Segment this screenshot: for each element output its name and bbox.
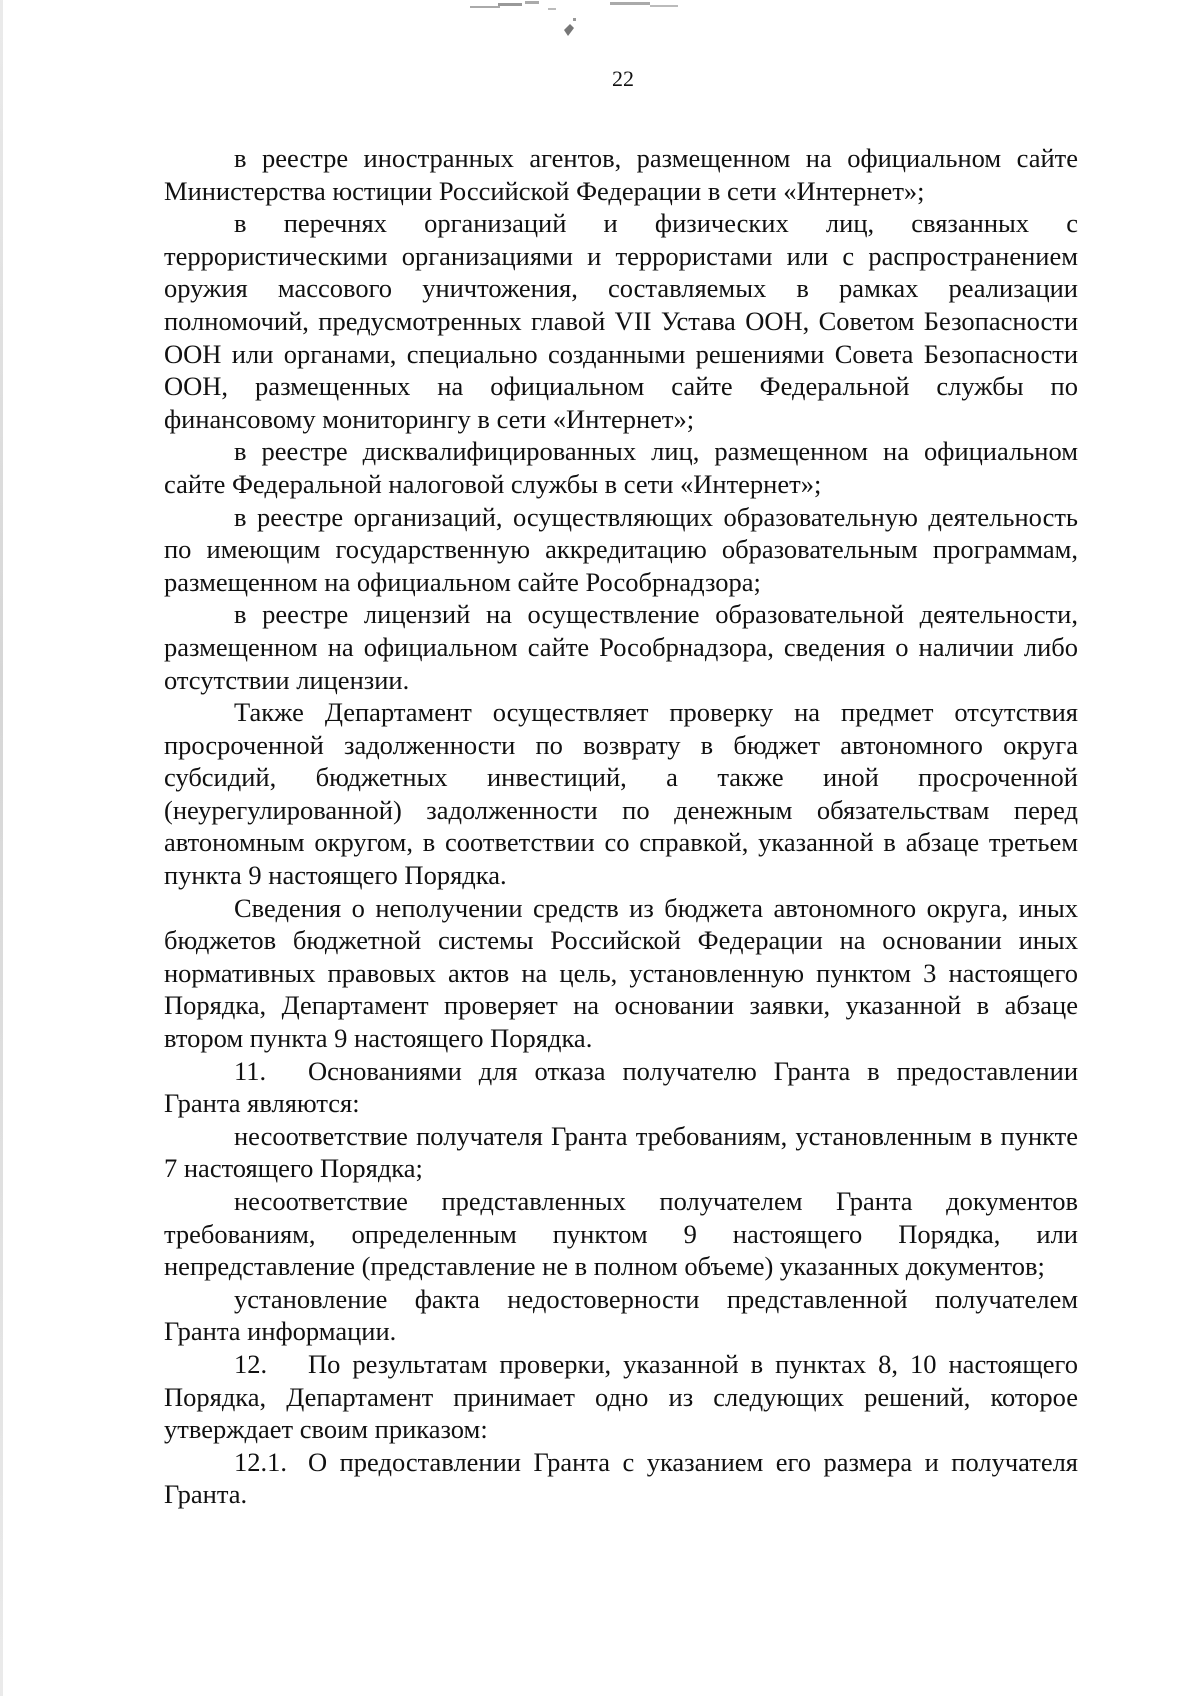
paragraph-text: в реестре иностранных агентов, размещенном на официальном сайте Министерства юстиции Российской Федерации в сети «Интернет»;: [164, 143, 1078, 206]
paragraph: [164, 1348, 1078, 1446]
paragraph: [164, 892, 1078, 1055]
paragraph: [164, 1055, 1078, 1120]
paragraph-number: 12.: [234, 1348, 268, 1379]
paragraph-text: установление факта недостоверности представленной получателем Гранта информации.: [164, 1283, 1078, 1347]
paragraph: [164, 207, 1078, 435]
paragraph: [164, 435, 1078, 500]
paragraph: [164, 501, 1078, 599]
paragraph-text: в перечнях организаций и физических лиц, связанных с террористическими организациями и террористами или с распространением оружия массового уничтожения, составляемых в рамках реализации полномочий, предусмотренных главой VII Устава ООН, Советом Безопасности ООН или органами, специально созданными решениями Совета Безопасности ООН, размещенных на официальном сайте Федеральной службы по финансовому мониторингу в сети «Интернет»;: [164, 208, 1078, 434]
paragraph-text: По результатам проверки, указанной в пунктах 8, 10 настоящего Порядка, Департамент принимает одно из следующих решений, которое утверждает своим приказом:: [164, 1348, 1078, 1445]
page-number: 22: [612, 66, 634, 91]
paragraph: [164, 1283, 1078, 1348]
paragraph-text: Также Департамент осуществляет проверку на предмет отсутствия просроченной задолженности по возврату в бюджет автономного округа субсидий, бюджетных инвестиций, а также иной просроченной (неурегулированной) задолженности по денежным обязательствам перед автономным округом, в соответствии со справкой, указанной в абзаце третьем пункта 9 настоящего Порядка.: [164, 697, 1078, 891]
document-body: [164, 142, 1078, 1511]
scan-noise-marks: [470, 0, 710, 44]
paragraph-text: в реестре дисквалифицированных лиц, размещенном на официальном сайте Федеральной налоговой службы в сети «Интернет»;: [164, 436, 1078, 499]
paragraph: [164, 1120, 1078, 1185]
paragraph: [164, 1185, 1078, 1283]
paragraph-number: 12.1.: [234, 1446, 287, 1477]
paragraph-text: в реестре лицензий на осуществление образовательной деятельности, размещенном на официальном сайте Рособрнадзора, сведения о наличии либо отсутствии лицензии.: [164, 599, 1078, 695]
paragraph-number: 11.: [234, 1055, 267, 1086]
paragraph: [164, 598, 1078, 696]
paragraph-text: О предоставлении Гранта с указанием его размера и получателя Гранта.: [164, 1446, 1078, 1510]
paragraph-text: несоответствие представленных получателем Гранта документов требованиям, определенным пунктом 9 настоящего Порядка, или непредставление (представление не в полном объеме) указанных документов;: [164, 1186, 1078, 1282]
paragraph-text: Сведения о неполучении средств из бюджета автономного округа, иных бюджетов бюджетной системы Российской Федерации на основании иных нормативных правовых актов на цель, установленную пунктом 3 настоящего Порядка, Департамент проверяет на основании заявки, указанной в абзаце втором пункта 9 настоящего Порядка.: [164, 892, 1078, 1054]
scan-edge: [0, 0, 3, 1696]
paragraph: [164, 1446, 1078, 1511]
paragraph: [164, 696, 1078, 892]
paragraph-text: Основаниями для отказа получателю Гранта в предоставлении Гранта являются:: [164, 1055, 1078, 1119]
paragraph-text: в реестре организаций, осуществляющих образовательную деятельность по имеющим государственную аккредитацию образовательным программам, размещенном на официальном сайте Рособрнадзора;: [164, 501, 1078, 597]
paragraph-text: несоответствие получателя Гранта требованиям, установленным в пункте 7 настоящего Порядка;: [164, 1120, 1078, 1184]
paragraph: [164, 142, 1078, 207]
